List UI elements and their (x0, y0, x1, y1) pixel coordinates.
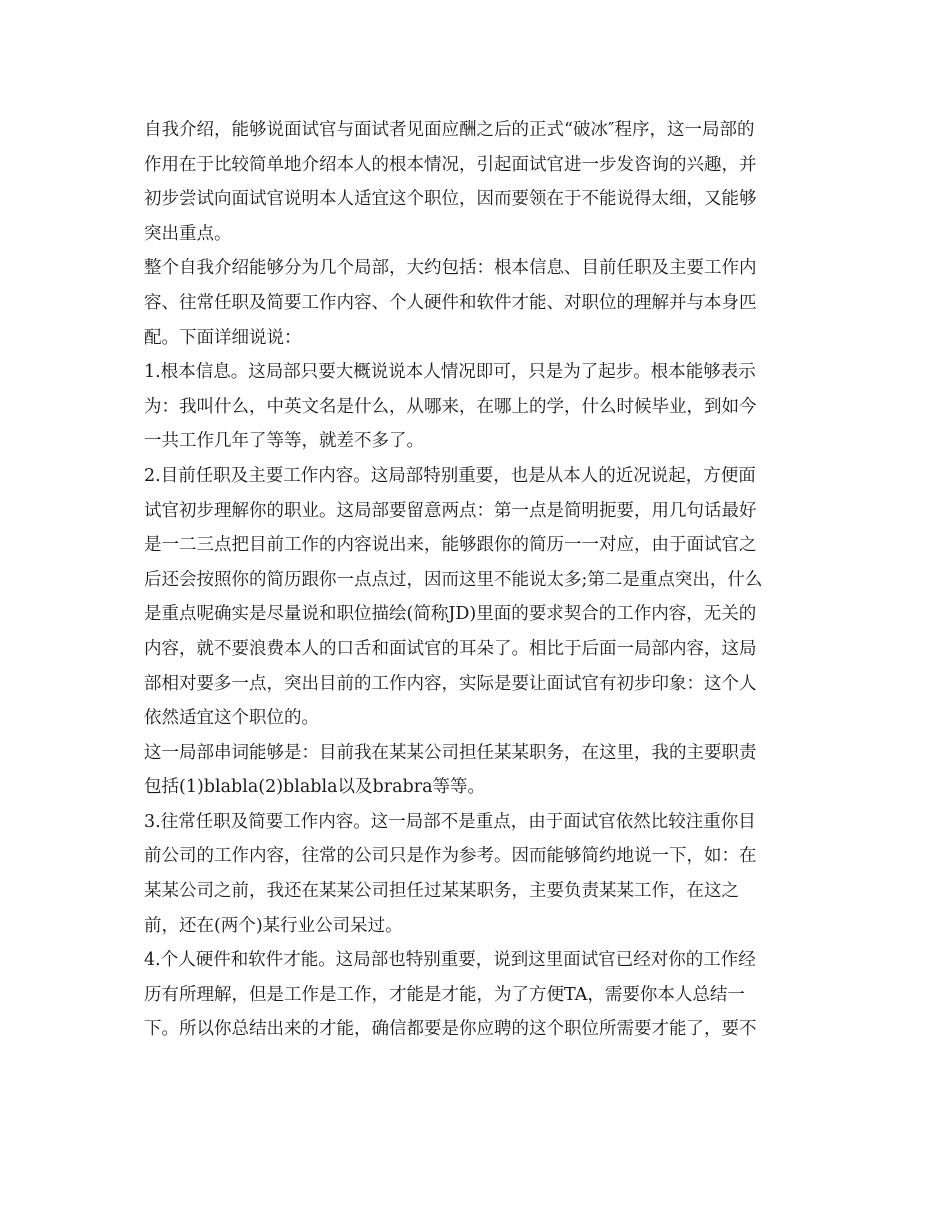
document-body (144, 113, 814, 1047)
text-line: 3.往常任职及简要工作内容。这一局部不是重点，由于面试官依然比较注重你目 (144, 811, 756, 832)
text-line: 前公司的工作内容，往常的公司只是作为参考。因而能够简约地说一下，如：在 (144, 846, 757, 867)
text-line: 下。所以你总结出来的才能，确信都要是你应聘的这个职位所需要才能了，要不 (144, 1019, 757, 1040)
text-line: 依然适宜这个职位的。 (144, 708, 319, 729)
text-line: 一共工作几年了等等，就差不多了。 (144, 431, 424, 452)
text-line: 4.个人硬件和软件才能。这局部也特别重要，说到这里面试官已经对你的工作经 (144, 950, 756, 971)
text-line: 1.根本信息。这局部只要大概说说本人情况即可，只是为了起步。根本能够表示 (144, 362, 756, 383)
text-line: 整个自我介绍能够分为几个局部，大约包括：根本信息、目前任职及主要工作内 (144, 258, 757, 279)
text-line: 包括(1)blabla(2)blabla以及brabra等等。 (144, 777, 486, 798)
text-line: 历有所理解，但是工作是工作，才能是才能，为了方便TA，需要你本人总结一 (144, 984, 745, 1005)
text-line: 容、往常任职及简要工作内容、个人硬件和软件才能、对职位的理解并与本身匹 (144, 292, 757, 313)
text-line: 这一局部串词能够是：目前我在某某公司担任某某职务，在这里，我的主要职责 (144, 742, 757, 763)
text-line: 自我介绍，能够说面试官与面试者见面应酬之后的正式“破冰″程序，这一局部的 (144, 120, 755, 140)
text-line: 2.目前任职及主要工作内容。这局部特别重要，也是从本人的近况说起，方便面 (144, 465, 756, 486)
text-line: 作用在于比较简单地介绍本人的根本情况，引起面试官进一步发咨询的兴趣，并 (144, 154, 757, 175)
text-line: 初步尝试向面试官说明本人适宜这个职位，因而要领在于不能说得太细，又能够 (144, 189, 757, 210)
text-line: 前，还在(两个)某行业公司呆过。 (144, 915, 403, 936)
text-line: 是一二三点把目前工作的内容说出来，能够跟你的简历一一对应，由于面试官之 (144, 535, 757, 556)
text-line: 为：我叫什么，中英文名是什么，从哪来，在哪上的学，什么时候毕业，到如今 (144, 396, 757, 417)
text-line: 某某公司之前，我还在某某公司担任过某某职务，主要负责某某工作，在这之 (144, 881, 739, 902)
text-line: 配。下面详细说说： (144, 327, 302, 348)
text-line: 试官初步理解你的职业。这局部要留意两点：第一点是简明扼要，用几句话最好 (144, 500, 757, 521)
text-line: 突出重点。 (144, 223, 232, 244)
text-line: 是重点呢确实是尽量说和职位描绘(简称JD)里面的要求契合的工作内容，无关的 (144, 604, 757, 625)
text-line: 部相对要多一点，突出目前的工作内容，实际是要让面试官有初步印象：这个人 (144, 673, 757, 694)
text-line: 后还会按照你的简历跟你一点点过，因而这里不能说太多;第二是重点突出，什么 (144, 569, 763, 590)
text-line: 内容，就不要浪费本人的口舌和面试官的耳朵了。相比于后面一局部内容，这局 (144, 638, 757, 659)
